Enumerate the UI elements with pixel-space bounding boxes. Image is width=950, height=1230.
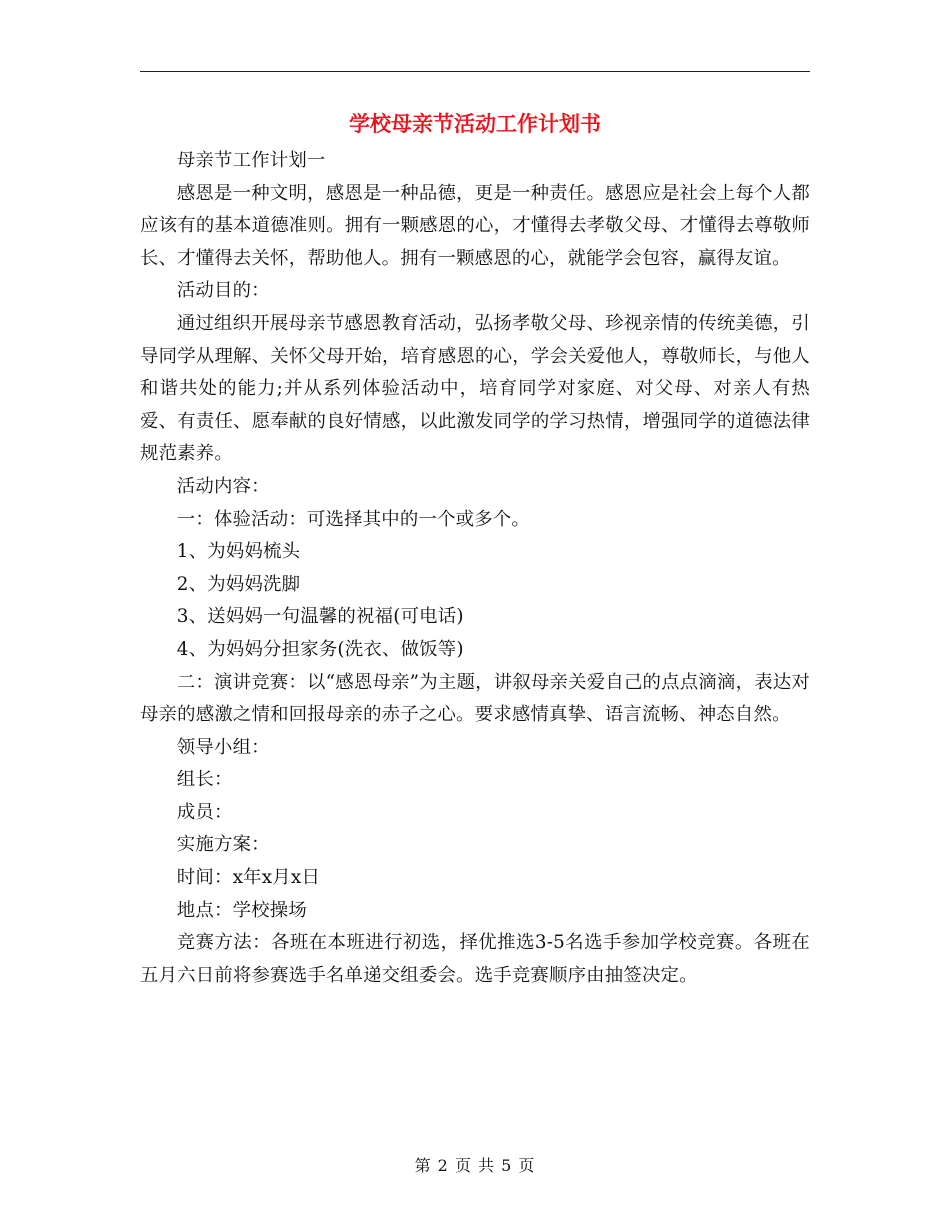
list-item: 3、送妈妈一句温馨的祝福(可电话): [176, 606, 464, 628]
body-paragraph: 通过组织开展母亲节感恩教育活动，弘扬孝敬父母、珍视亲情的传统美德，引导同学从理解、关怀父母开始，培育感恩的心，学会关爱他人，尊敬师长，与他人和谐共处的能力;并从系列体验活动中，培育同学对家庭、对父母、对亲人有热爱、有责任、愿奉献的良好情感，以此激发同学的学习热情，增强同学的道德法律规范素养。: [140, 312, 810, 465]
field-line: 组长：: [176, 769, 233, 791]
header-rule: [140, 71, 810, 72]
list-item: 1、为妈妈梳头: [176, 541, 301, 563]
section-heading: 活动目的：: [176, 280, 270, 302]
field-line: 时间：x年x月x日: [176, 867, 321, 889]
field-line: 地点：学校操场: [176, 899, 307, 921]
page-number: 第 2 页 共 5 页: [414, 1156, 536, 1175]
list-item: 4、为妈妈分担家务(洗衣、做饭等): [176, 638, 464, 660]
section-heading: 领导小组：: [176, 736, 270, 758]
body-paragraph: 二：演讲竞赛：以“感恩母亲”为主题，讲叙母亲关爱自己的点点滴滴，表达对母亲的感激之情和回报母亲的赤子之心。要求感情真挚、语言流畅、神态自然。: [140, 671, 810, 726]
body-paragraph: 一：体验活动：可选择其中的一个或多个。: [176, 508, 531, 530]
field-line: 成员：: [176, 801, 233, 823]
document-body: [140, 145, 810, 992]
list-item: 2、为妈妈洗脚: [176, 573, 301, 595]
body-paragraph: 感恩是一种文明，感恩是一种品德，更是一种责任。感恩应是社会上每个人都应该有的基本道德准则。拥有一颗感恩的心，才懂得去孝敬父母、才懂得去尊敬师长、才懂得去关怀，帮助他人。拥有一颗感恩的心，就能学会包容，赢得友谊。: [140, 182, 810, 269]
body-paragraph: 竞赛方法：各班在本班进行初选，择优推选3-5名选手参加学校竞赛。各班在五月六日前将参赛选手名单递交组委会。选手竞赛顺序由抽签决定。: [140, 932, 810, 986]
section-heading: 实施方案：: [176, 834, 270, 856]
section-heading: 活动内容：: [176, 475, 270, 497]
document-title: 学校母亲节活动工作计划书: [349, 111, 601, 136]
section-heading: 母亲节工作计划一: [176, 150, 326, 171]
